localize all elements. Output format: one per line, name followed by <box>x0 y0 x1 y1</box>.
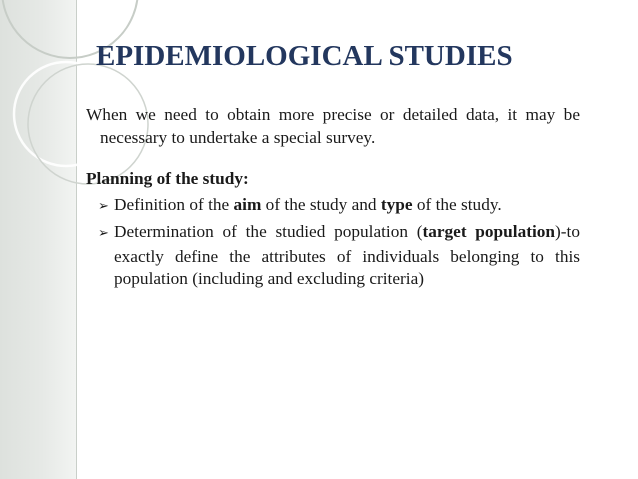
bullet-text: of the study. <box>412 194 502 214</box>
intro-paragraph: When we need to obtain more precise or detailed data, it may be necessary to undertake a special survey. <box>86 105 580 147</box>
bullet-bold-aim: aim <box>233 194 262 214</box>
bullet-bold-type: type <box>380 194 413 214</box>
bullet-text: of the study and <box>261 194 381 214</box>
arrow-bullet-icon: ➢ <box>98 198 109 214</box>
bullet-text: Determination of the studied population ( <box>114 222 423 241</box>
slide-title: EPIDEMIOLOGICAL STUDIES <box>96 40 513 72</box>
bullet-aim-type <box>98 194 580 219</box>
slide-body <box>86 104 580 291</box>
planning-heading: Planning of the study: <box>86 169 249 188</box>
bullet-text: )-to exactly define the attributes of individuals belonging to this population (including and excluding criteria) <box>114 222 580 288</box>
arrow-bullet-icon: ➢ <box>98 226 109 241</box>
bullet-text: Definition of the <box>114 194 234 214</box>
bullet-target-population <box>98 221 580 291</box>
bullet-bold-target-population: target population <box>422 222 556 241</box>
